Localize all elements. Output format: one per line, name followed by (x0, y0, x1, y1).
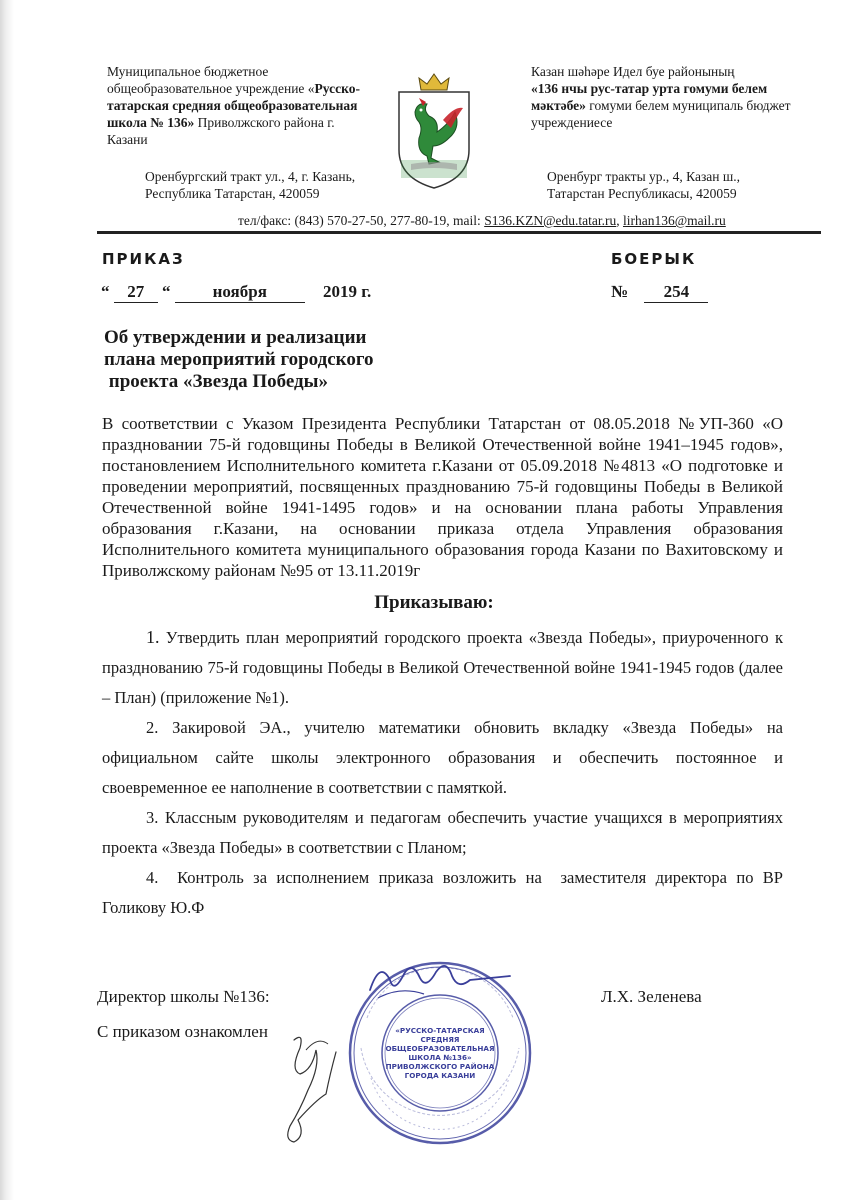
order-month: ноября (175, 282, 305, 303)
signature-scribble-icon (270, 1030, 350, 1150)
header-left-address (145, 168, 355, 202)
stamp-line: ПРИВОЛЖСКОГО РАЙОНА (385, 1062, 495, 1071)
acquainted-signature (270, 1030, 350, 1150)
org-line: Казани (107, 132, 148, 147)
org-line-bold: школа № 136» (107, 115, 195, 130)
item-text: Утвердить план мероприятий городского проекта «Звезда Победы», приуроченного к празднованию 75-й годовщины Победы в Великой Отечественной войне 1941-1945 годов (далее – План) (приложение №1). (102, 628, 783, 707)
order-label-ru: ПРИКАЗ (102, 250, 185, 268)
item-number: 1. (146, 627, 160, 647)
item-number: 3. (146, 808, 159, 827)
org-line-bold: татарская средняя общеобразовательная (107, 98, 358, 113)
org-line: Муниципальное бюджетное (107, 64, 269, 79)
order-year: 2019 г. (323, 282, 372, 301)
header-right-address (547, 168, 740, 202)
address-line: Оренбургский тракт ул., 4, г. Казань, (145, 169, 356, 184)
stamp-line: «РУССКО-ТАТАРСКАЯ (395, 1026, 485, 1035)
email-link-2[interactable]: lirhan136@mail.ru (622, 213, 726, 228)
director-name: Л.Х. Зеленева (601, 987, 702, 1006)
stamp-line: ГОРОДА КАЗАНИ (404, 1071, 476, 1080)
order-title (104, 327, 374, 393)
order-day: 27 (114, 282, 158, 303)
number-sign: № (611, 282, 629, 301)
org-line: учреждениесе (531, 115, 613, 130)
order-date (101, 282, 371, 303)
signature-scribble-icon (360, 950, 520, 1020)
dragon-crest-icon (393, 72, 475, 190)
order-label-tt: БОЕРЫК (611, 250, 697, 268)
date-quote: “ (162, 282, 171, 301)
order-item (102, 863, 788, 923)
org-line-bold: Русско- (314, 81, 360, 96)
header-divider (97, 231, 821, 234)
director-role: Директор школы №136: (97, 987, 270, 1006)
org-line: Приволжского района г. (194, 115, 335, 130)
org-line-bold: «136 нчы рус-татар урта гомуми белем (531, 81, 768, 96)
org-line: общеобразовательное учреждение « (107, 81, 315, 96)
item-text: Закировой ЭА., учителю математики обновить вкладку «Звезда Победы» на официальном сайте школы электронного образования и обеспечить постоянное и своевременное ее наполнение в соответствии с памяткой. (102, 718, 783, 797)
org-line: Казан шәһәре Идел буе районының (531, 64, 735, 79)
item-number: 2. (146, 718, 159, 737)
item-text: Классным руководителям и педагогам обеспечить участие учащихся в мероприятиях проекта «Звезда Победы» в соответствии с Планом; (102, 808, 783, 857)
order-item (102, 803, 783, 863)
decree-heading: Приказываю: (374, 592, 494, 613)
date-quote: “ (101, 282, 110, 301)
order-number: 254 (644, 282, 708, 303)
email-link-1[interactable]: S136.KZN@edu.tatar.ru (484, 213, 617, 228)
title-line: плана мероприятий городского (104, 349, 374, 370)
order-item (102, 622, 783, 713)
director-signature (360, 950, 520, 1020)
title-line: проекта «Звезда Победы» (104, 371, 328, 392)
org-line-bold: мәктәбе» (531, 98, 586, 113)
header-right-org (531, 63, 821, 131)
preamble: В соответствии с Указом Президента Республики Татарстан от 08.05.2018 №УП-360 «О праздновании 75-й годовщины Победы в Великой Отечественной войне 1941–1945 годов», постановлением Исполнительного комитета г.Казани от 05.09.2018 №4813 «О подготовке и проведении мероприятий, посвященных празднованию 75-й годовщины Победы в Великой Отечественной войне 1941-1495 годов» и на основании плана работы Управления образования г.Казани, на основании приказа отдела Управления образования Исполнительного комитета муниципального образования города Казани по Вахитовскому и Приволжскому районам №95 от 13.11.2019г (102, 414, 783, 580)
title-line: Об утверждении и реализации (104, 327, 367, 348)
item-number: 4. (146, 868, 159, 887)
stamp-line: ОБЩЕОБРАЗОВАТЕЛЬНАЯ (385, 1044, 495, 1053)
contacts-separator: , (616, 213, 623, 228)
order-number-block (611, 282, 708, 303)
header-left-org (107, 63, 397, 148)
contacts-line (238, 213, 726, 229)
stamp-line: ШКОЛА №136» (408, 1053, 472, 1062)
order-item (102, 713, 783, 803)
address-line: Татарстан Республикасы, 420059 (547, 186, 737, 201)
order-items (102, 622, 788, 923)
stamp-line: СРЕДНЯЯ (420, 1035, 460, 1044)
address-line: Оренбург тракты ур., 4, Казан ш., (547, 169, 741, 184)
item-text: Контроль за исполнением приказа возложить на заместителя директора по ВР Голикову Ю.Ф (102, 868, 788, 917)
contacts-prefix: тел/факс: (843) 570-27-50, 277-80-19, mail: (238, 213, 485, 228)
org-line: гомуми белем муниципаль бюджет (585, 98, 791, 113)
address-line: Республика Татарстан, 420059 (145, 186, 320, 201)
acquainted-label: С приказом ознакомлен (97, 1022, 268, 1041)
kazan-emblem (393, 72, 475, 190)
